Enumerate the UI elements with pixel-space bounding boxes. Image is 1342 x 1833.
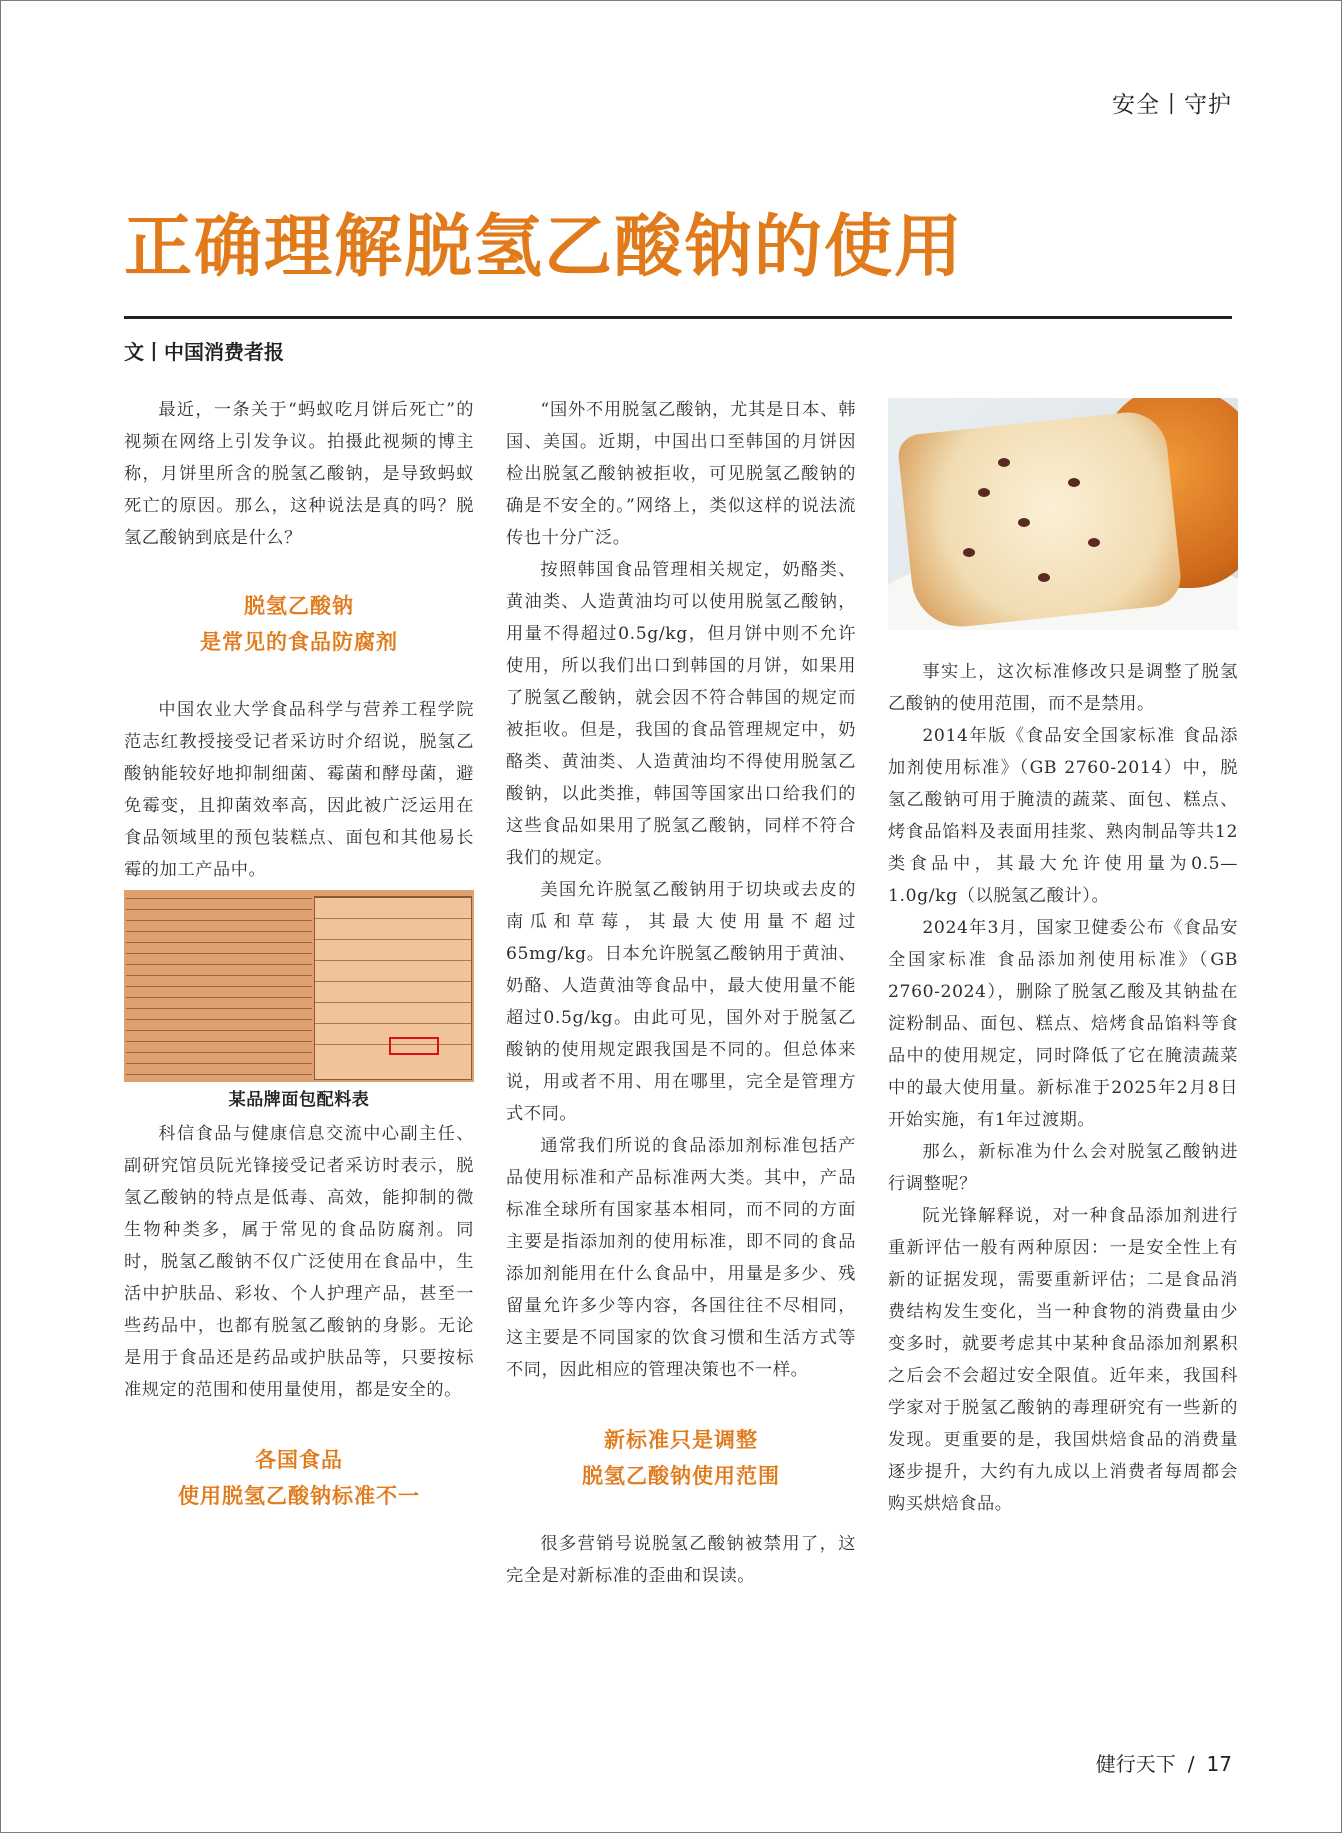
magazine-name: 健行天下 [1095, 1752, 1176, 1776]
subheading-2 [124, 1442, 474, 1514]
subheading-line: 脱氢乙酸钠 [244, 594, 354, 618]
subheading-line: 脱氢乙酸钠使用范围 [582, 1464, 780, 1488]
byline-prefix: 文丨 [124, 340, 164, 364]
paragraph: “国外不用脱氢乙酸钠，尤其是日本、韩国、美国。近期，中国出口至韩国的月饼因检出脱氢乙酸钠被拒收，可见脱氢乙酸钠的确是不安全的。”网络上，类似这样的说法流传也十分广泛。 [506, 400, 856, 548]
byline [124, 336, 284, 365]
image-caption: 某品牌面包配料表 [228, 1090, 370, 1110]
paragraph: 最近，一条关于“蚂蚁吃月饼后死亡”的视频在网络上引发争议。拍摄此视频的博主称，月饼里所含的脱氢乙酸钠，是导致蚂蚁死亡的原因。那么，这种说法是真的吗？脱氢乙酸钠到底是什么？ [124, 400, 474, 548]
subheading-line: 各国食品 [255, 1448, 343, 1472]
bread-slice-shape [896, 409, 1183, 630]
subheading-3 [506, 1422, 856, 1494]
column-1 [124, 394, 474, 1514]
paragraph: 阮光锋解释说，对一种食品添加剂进行重新评估一般有两种原因：一是安全性上有新的证据发现，需要重新评估；二是食品消费结构发生变化，当一种食物的消费量由少变多时，就要考虑其中某种食品添加剂累积之后会不会超过安全限值。近年来，我国科学家对于脱氢乙酸钠的毒理研究有一些新的发现。更重要的是，我国烘焙食品的消费量逐步提升，大约有九成以上消费者每周都会购买烘焙食品。 [888, 1206, 1238, 1514]
highlight-box [389, 1037, 439, 1055]
paragraph: 按照韩国食品管理相关规定，奶酪类、黄油类、人造黄油均可以使用脱氢乙酸钠，用量不得超过0.5g/kg，但月饼中则不允许使用，所以我们出口到韩国的月饼，如果用了脱氢乙酸钠，就会因不符合韩国的规定而被拒收。但是，我国的食品管理规定中，奶酪类、黄油类、人造黄油均不得使用脱氢乙酸钠，以此类推，韩国等国家出口给我们的这些食品如果用了脱氢乙酸钠，同样不符合我们的规定。 [506, 560, 856, 868]
paragraph: 通常我们所说的食品添加剂标准包括产品使用标准和产品标准两大类。其中，产品标准全球所有国家基本相同，而不同的方面主要是指添加剂的使用标准，即不同的食品添加剂能用在什么食品中，用量是多少、残留量允许多少等内容，各国往往不尽相同，这主要是不同国家的饮食习惯和生活方式等不同，因此相应的管理决策也不一样。 [506, 1136, 856, 1380]
paragraph: 很多营销号说脱氢乙酸钠被禁用了，这完全是对新标准的歪曲和误读。 [506, 1534, 856, 1586]
column-2 [506, 394, 856, 1592]
subheading-line: 使用脱氢乙酸钠标准不一 [178, 1484, 420, 1508]
subheading-1 [124, 588, 474, 660]
paragraph: 事实上，这次标准修改只是调整了脱氢乙酸钠的使用范围，而不是禁用。 [888, 662, 1238, 714]
page-footer [1096, 1748, 1232, 1777]
paragraph: 科信食品与健康信息交流中心副主任、副研究馆员阮光锋接受记者采访时表示，脱氢乙酸钠的特点是低毒、高效，能抑制的微生物种类多，属于常见的食品防腐剂。同时，脱氢乙酸钠不仅广泛使用在食品中，生活中护肤品、彩妆、个人护理产品，甚至一些药品中，也都有脱氢乙酸钠的身影。无论是用于食品还是药品或护肤品等，只要按标准规定的范围和使用量使用，都是安全的。 [124, 1124, 474, 1400]
title-rule [124, 316, 1232, 319]
paragraph: 2024年3月，国家卫健委公布《食品安全国家标准 食品添加剂使用标准》（GB 2760-2024），删除了脱氢乙酸及其钠盐在淀粉制品、面包、糕点、焙烤食品馅料等食品中的使用规定，同时降低了它在腌渍蔬菜中的最大使用量。新标准于2025年2月8日开始实施，有1年过渡期。 [888, 918, 1238, 1130]
ingredient-label-image [124, 890, 474, 1082]
paragraph: 美国允许脱氢乙酸钠用于切块或去皮的南瓜和草莓，其最大使用量不超过65mg/kg。日本允许脱氢乙酸钠用于黄油、奶酪、人造黄油等食品中，最大使用量不能超过0.5g/kg。由此可见，国外对于脱氢乙酸钠的使用规定跟我国是不同的。但总体来说，用或者不用、用在哪里，完全是管理方式不同。 [506, 880, 856, 1124]
ingredient-list-graphic [126, 898, 312, 1080]
page-number: 17 [1206, 1752, 1232, 1776]
paragraph: 那么，新标准为什么会对脱氢乙酸钠进行调整呢？ [888, 1142, 1238, 1194]
paragraph: 2014年版《食品安全国家标准 食品添加剂使用标准》（GB 2760-2014）中，脱氢乙酸钠可用于腌渍的蔬菜、面包、糕点、烤食品馅料及表面用挂浆、熟肉制品等共12类食品中，其最大允许使用量为0.5—1.0g/kg（以脱氢乙酸计）。 [888, 726, 1238, 906]
section-tag: 安全丨守护 [1112, 92, 1232, 118]
subheading-line: 新标准只是调整 [604, 1428, 758, 1452]
article-title: 正确理解脱氢乙酸钠的使用 [124, 208, 965, 287]
bread-photo [888, 398, 1238, 630]
subheading-line: 是常见的食品防腐剂 [200, 630, 398, 654]
paragraph: 中国农业大学食品科学与营养工程学院范志红教授接受记者采访时介绍说，脱氢乙酸钠能较好地抑制细菌、霉菌和酵母菌，避免霉变，且抑菌效率高，因此被广泛运用在食品领域里的预包装糕点、面包和其他易长霉的加工产品中。 [124, 700, 474, 880]
byline-source: 中国消费者报 [164, 340, 284, 364]
column-3 [888, 656, 1238, 1520]
footer-separator: / [1187, 1752, 1195, 1776]
